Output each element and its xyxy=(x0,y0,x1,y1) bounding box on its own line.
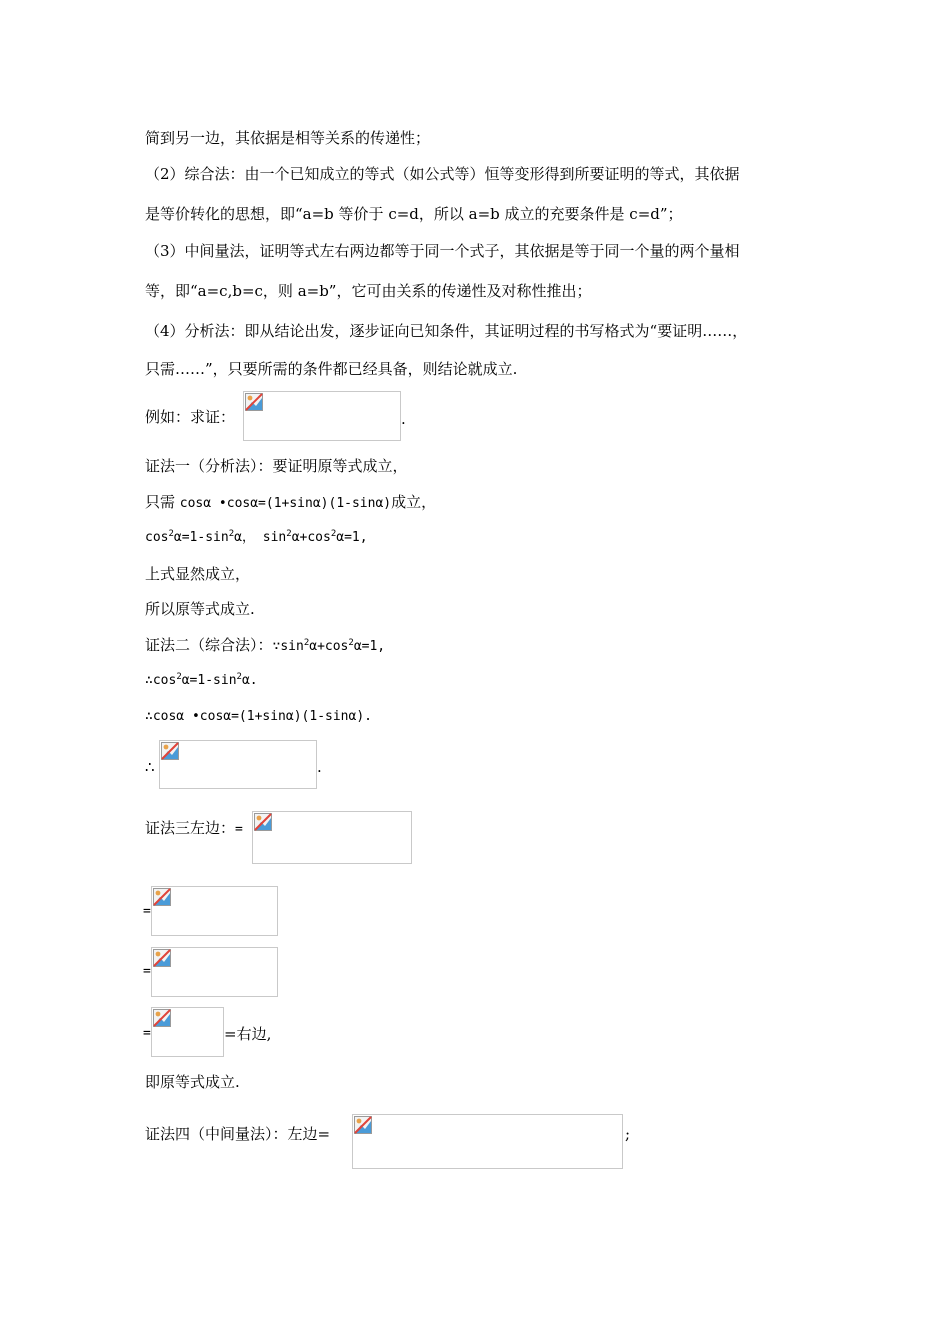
formula-image xyxy=(159,740,317,789)
right-side-label: =右边, xyxy=(224,1025,272,1043)
paragraph-line: 简到另一边，其依据是相等关系的传递性； xyxy=(145,129,431,147)
broken-image-icon xyxy=(153,1009,171,1027)
period: . xyxy=(317,758,322,776)
paragraph-line: （4）分析法：即从结论出发，逐步证向已知条件，其证明过程的书写格式为“要证明……， xyxy=(145,322,748,340)
method1-line: $\cos^2\alpha=1-\sin^2\alpha$， $\sin^2\alpha+\cos^2\alpha=1$, xyxy=(145,529,368,545)
paragraph-line: （3）中间量法，证明等式左右两边都等于同一个式子，其依据是等于同一个量的两个量相 xyxy=(145,242,740,260)
broken-image-icon xyxy=(245,393,263,411)
formula-image xyxy=(243,391,401,441)
method2-line: $\therefore\cos^2\alpha=1-\sin^2\alpha$. xyxy=(145,672,258,688)
method1-title: 证法一（分析法）：要证明原等式成立， xyxy=(145,457,408,475)
method3-conclusion: 即原等式成立. xyxy=(145,1073,240,1091)
formula-image xyxy=(252,811,412,864)
formula-image xyxy=(151,1007,224,1057)
method2-line: ∴cosα •cosα=(1+sinα)(1-sinα). xyxy=(145,709,372,724)
broken-image-icon xyxy=(254,813,272,831)
equals-sign: = xyxy=(143,904,151,919)
broken-image-icon xyxy=(161,742,179,760)
semicolon: ; xyxy=(625,1125,631,1143)
method2-title: 证法二（综合法）：$\because\sin^2\alpha+\cos^2\alpha=1$, xyxy=(145,636,386,654)
equals-sign: = xyxy=(143,964,151,979)
formula-image xyxy=(151,947,278,997)
paragraph-line: 等，即“a=c,b=c，则 a=b”，它可由关系的传递性及对称性推出； xyxy=(145,282,592,300)
method1-line: 所以原等式成立. xyxy=(145,600,255,618)
broken-image-icon xyxy=(153,949,171,967)
paragraph-line: 只需……”，只要所需的条件都已经具备，则结论就成立. xyxy=(145,360,518,378)
example-label: 例如：求证： xyxy=(145,408,236,426)
therefore-symbol: ∴ xyxy=(145,758,155,776)
formula-image xyxy=(352,1114,623,1169)
formula-image xyxy=(151,886,278,936)
paragraph-line: （2）综合法：由一个已知成立的等式（如公式等）恒等变形得到所要证明的等式，其依据 xyxy=(145,165,740,183)
broken-image-icon xyxy=(153,888,171,906)
period: . xyxy=(401,410,406,428)
method1-line: 只需 cosα •cosα=(1+sinα)(1-sinα)成立， xyxy=(145,493,437,511)
method1-line: 上式显然成立， xyxy=(145,565,251,583)
broken-image-icon xyxy=(354,1116,372,1134)
paragraph-line: 是等价转化的思想，即“a=b 等价于 c=d，所以 a=b 成立的充要条件是 c=d”； xyxy=(145,205,683,223)
method4-title: 证法四（中间量法）：左边= xyxy=(145,1125,331,1143)
equals-sign: = xyxy=(143,1026,151,1041)
method3-title: 证法三左边：= xyxy=(145,819,243,837)
